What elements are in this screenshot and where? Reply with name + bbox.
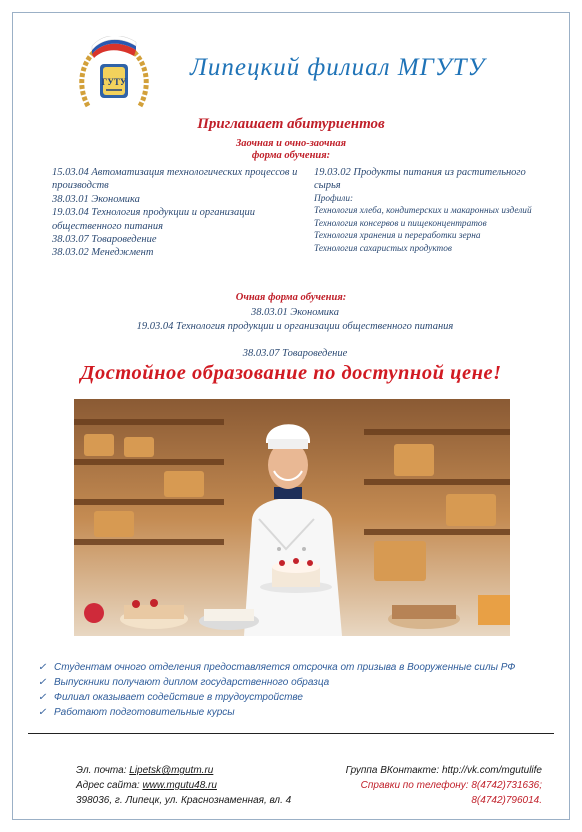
vk-link[interactable]: http://vk.com/mgutulife <box>441 765 542 776</box>
list-item: Технология хлеба, кондитерских и макаронных изделий <box>314 206 532 217</box>
list-item: 19.03.02 Продукты питания из растительного сырья <box>314 167 526 192</box>
email-line: Эл. почта: Lipetsk@mgutm.ru <box>76 765 214 776</box>
list-item: 38.03.07 Товароведение <box>242 348 348 359</box>
checkmark-icon: ✓ <box>38 707 47 718</box>
list-item: 15.03.04 Автоматизация технологических процессов и производств <box>52 167 298 192</box>
phone-1: 8(4742)731636; <box>471 780 542 791</box>
vk-line: Группа ВКонтакте: http://vk.com/mgutulife <box>345 765 542 776</box>
list-item: Технология хранения и переработки зерна <box>314 231 481 242</box>
left-program-list <box>52 166 302 260</box>
list-item: 38.03.02 Менеджмент <box>52 247 154 259</box>
list-item: Технология консервов и пищеконцентратов <box>314 218 487 229</box>
slogan: Достойное образование по доступной цене! <box>80 362 502 384</box>
page-title: Липецкий филиал МГУТУ <box>190 54 486 81</box>
contact-block-left <box>76 763 336 808</box>
checkmark-icon: ✓ <box>38 677 47 688</box>
logo-text: ГУТУ <box>101 77 127 87</box>
list-item: ✓ Студентам очного отделения предоставляется отсрочка от призыва в Вооруженные силы РФ <box>38 662 516 673</box>
site-line: Адрес сайта: www.mgutu48.ru <box>76 780 217 791</box>
list-item: 38.03.07 Товароведение <box>52 234 157 246</box>
zaochnaya-label-1: Заочная и очно-заочная <box>235 138 347 149</box>
zaochnaya-label-2: форма обучения: <box>251 150 331 161</box>
checkmark-icon: ✓ <box>38 662 47 673</box>
chef-photo <box>74 399 510 636</box>
list-item: ✓ Работают подготовительные курсы <box>38 707 235 718</box>
checkmark-icon: ✓ <box>38 692 47 703</box>
phone-line: Справки по телефону: 8(4742)731636; <box>360 780 542 791</box>
right-program-list <box>314 166 550 255</box>
footer-divider <box>28 733 554 734</box>
ochnaya-label: Очная форма обучения: <box>235 292 347 303</box>
contact-block-right <box>310 763 542 808</box>
invite-title: Приглашает абитуриентов <box>197 116 385 132</box>
list-item: ✓ Филиал оказывает содействие в трудоустройстве <box>38 692 303 703</box>
list-item: 38.03.01 Экономика <box>52 193 140 205</box>
list-item: ✓ Выпускники получают диплом государственного образца <box>38 677 330 688</box>
university-logo <box>74 36 154 116</box>
email-link[interactable]: Lipetsk@mgutm.ru <box>129 765 214 776</box>
profiles-label: Профили: <box>314 193 354 204</box>
phone-2: 8(4742)796014. <box>471 795 542 806</box>
benefits-list <box>38 660 558 720</box>
site-link[interactable]: www.mgutu48.ru <box>142 780 217 791</box>
list-item: 19.03.04 Технология продукции и организации общественного питания <box>136 321 454 332</box>
list-item: 38.03.01 Экономика <box>251 307 339 318</box>
list-item: Технология сахаристых продуктов <box>314 243 452 254</box>
address: 398036, г. Липецк, ул. Краснознаменная, вл. 4 <box>76 795 292 806</box>
list-item: 19.03.04 Технология продукции и организации общественного питания <box>52 207 256 232</box>
